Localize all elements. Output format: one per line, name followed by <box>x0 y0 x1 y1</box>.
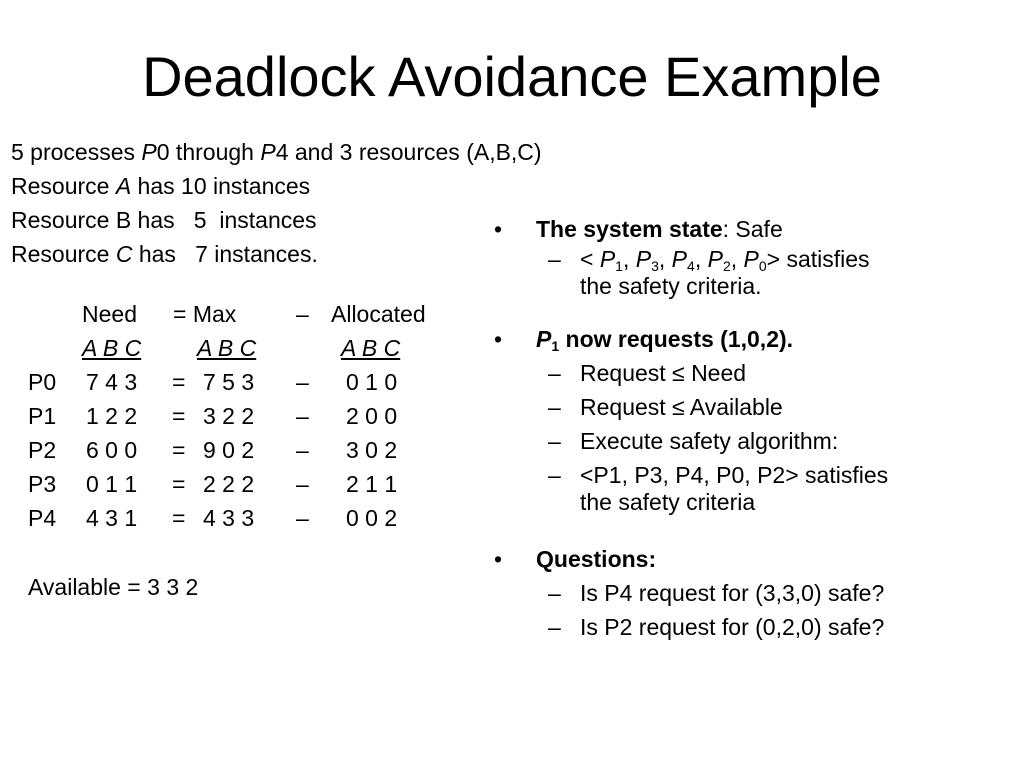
safe-sequence-continued: the safety criteria. <box>580 273 762 299</box>
sub-bullet-request-need <box>494 356 1014 390</box>
sub-bullet-question-p2 <box>494 610 1014 644</box>
intro-line-resource-c <box>11 237 542 271</box>
intro-text-segment: 0 through <box>156 139 261 165</box>
seq-text: , <box>730 246 744 272</box>
cell-need: 7 4 3 <box>86 369 138 395</box>
intro-line-resource-b: Resource B has 5 instances <box>11 207 317 233</box>
slide-title: Deadlock Avoidance Example <box>142 45 882 108</box>
question-text: Is P2 request for (0,2,0) safe? <box>580 614 885 640</box>
intro-text-segment: Resource <box>11 241 116 267</box>
seq-p: P <box>743 246 759 272</box>
cell-minus: – <box>296 505 309 531</box>
sub-item-text: <P1, P3, P4, P0, P2> satisfies <box>580 462 889 488</box>
cell-max: 4 3 3 <box>203 505 255 531</box>
seq-sub: 2 <box>722 258 731 274</box>
sub-bullet-safe-sequence-2 <box>494 462 1014 516</box>
subheader-need-abc: A B C <box>82 335 142 361</box>
intro-text <box>11 135 542 271</box>
sub-bullet-safe-sequence <box>494 246 1014 300</box>
cell-max: 3 2 2 <box>203 403 255 429</box>
cell-minus: – <box>296 471 309 497</box>
intro-text-segment: has 10 instances <box>131 173 311 199</box>
cell-max: 2 2 2 <box>203 471 255 497</box>
seq-sub: 0 <box>758 258 767 274</box>
seq-text: , <box>622 246 636 272</box>
intro-text-segment: 5 processes <box>11 139 142 165</box>
cell-process: P2 <box>28 437 57 463</box>
intro-text-segment: Resource <box>11 173 116 199</box>
sub-bullet-question-p4 <box>494 576 1014 610</box>
dash-marker: – <box>548 614 561 640</box>
cell-allocated: 2 0 0 <box>346 403 398 429</box>
header-allocated: Allocated <box>331 301 426 327</box>
bullet-p1-request <box>494 322 1014 356</box>
bullet-system-state <box>494 212 1014 246</box>
right-bullets <box>494 212 1014 644</box>
seq-text: < <box>580 246 600 272</box>
intro-text-segment: P <box>141 139 157 165</box>
cell-equals: = <box>172 403 186 429</box>
dash-marker: – <box>548 246 561 272</box>
req-sub: 1 <box>551 338 560 354</box>
sub-item-text: Request ≤ Available <box>580 394 783 420</box>
cell-equals: = <box>172 471 186 497</box>
dash-marker: – <box>548 462 561 488</box>
header-minus: – <box>296 301 309 327</box>
sub-bullet-request-available <box>494 390 1014 424</box>
cell-max: 7 5 3 <box>203 369 255 395</box>
cell-need: 0 1 1 <box>86 471 138 497</box>
cell-allocated: 2 1 1 <box>346 471 398 497</box>
cell-process: P1 <box>28 403 57 429</box>
seq-p: P <box>635 246 652 272</box>
dash-marker: – <box>548 428 561 454</box>
intro-text-segment: C <box>115 241 133 267</box>
system-state-label: The system state <box>536 216 723 242</box>
cell-process: P0 <box>28 369 57 395</box>
header-need: Need <box>82 301 137 327</box>
dash-marker: – <box>548 394 561 420</box>
available-vector: Available = 3 3 2 <box>28 574 199 600</box>
intro-text-segment: has 7 instances. <box>132 241 318 267</box>
seq-p: P <box>671 246 688 272</box>
intro-line-resource-a <box>11 169 542 203</box>
bullet-questions <box>494 542 1014 576</box>
spacer <box>494 300 1014 322</box>
cell-minus: – <box>296 437 309 463</box>
seq-text: , <box>694 246 708 272</box>
sub-bullet-execute-safety <box>494 424 1014 458</box>
cell-process: P4 <box>28 505 57 531</box>
cell-allocated: 0 0 2 <box>346 505 398 531</box>
cell-need: 6 0 0 <box>86 437 138 463</box>
bullet-dot: • <box>494 216 503 242</box>
seq-text: > satisfies <box>766 246 870 272</box>
req-text: now requests (1,0,2). <box>559 326 794 352</box>
cell-max: 9 0 2 <box>203 437 255 463</box>
sub-item-text: Execute safety algorithm: <box>580 428 839 454</box>
cell-equals: = <box>172 369 186 395</box>
req-p: P <box>536 326 552 352</box>
seq-text: , <box>658 246 672 272</box>
p1-request-heading <box>536 326 793 352</box>
intro-line-processes <box>11 135 542 169</box>
seq-sub: 1 <box>615 258 623 274</box>
intro-text-segment: P <box>260 139 276 165</box>
subheader-alloc-abc: A B C <box>341 335 401 361</box>
spacer <box>494 516 1014 542</box>
cell-equals: = <box>172 437 186 463</box>
safe-sequence-line <box>580 246 870 272</box>
seq-sub: 4 <box>687 258 695 274</box>
seq-sub: 3 <box>651 258 659 274</box>
sub-item-continued: the safety criteria <box>580 489 756 515</box>
bullet-dot: • <box>494 326 503 352</box>
cell-allocated: 3 0 2 <box>346 437 398 463</box>
cell-minus: – <box>296 403 309 429</box>
cell-equals: = <box>172 505 186 531</box>
subheader-max-abc: A B C <box>197 335 257 361</box>
cell-need: 1 2 2 <box>86 403 138 429</box>
sub-item-text: Request ≤ Need <box>580 360 747 386</box>
header-max: = Max <box>173 301 237 327</box>
cell-need: 4 3 1 <box>86 505 138 531</box>
dash-marker: – <box>548 580 561 606</box>
cell-process: P3 <box>28 471 57 497</box>
dash-marker: – <box>548 360 561 386</box>
questions-label: Questions: <box>536 546 657 572</box>
seq-p: P <box>599 246 616 272</box>
intro-text-segment: 4 and 3 resources (A,B,C) <box>275 139 542 165</box>
seq-p: P <box>707 246 723 272</box>
question-text: Is P4 request for (3,3,0) safe? <box>580 580 885 606</box>
bullet-dot: • <box>494 546 503 572</box>
intro-text-segment: A <box>115 173 132 199</box>
system-state-value: : Safe <box>722 216 783 242</box>
cell-minus: – <box>296 369 309 395</box>
cell-allocated: 0 1 0 <box>346 369 398 395</box>
